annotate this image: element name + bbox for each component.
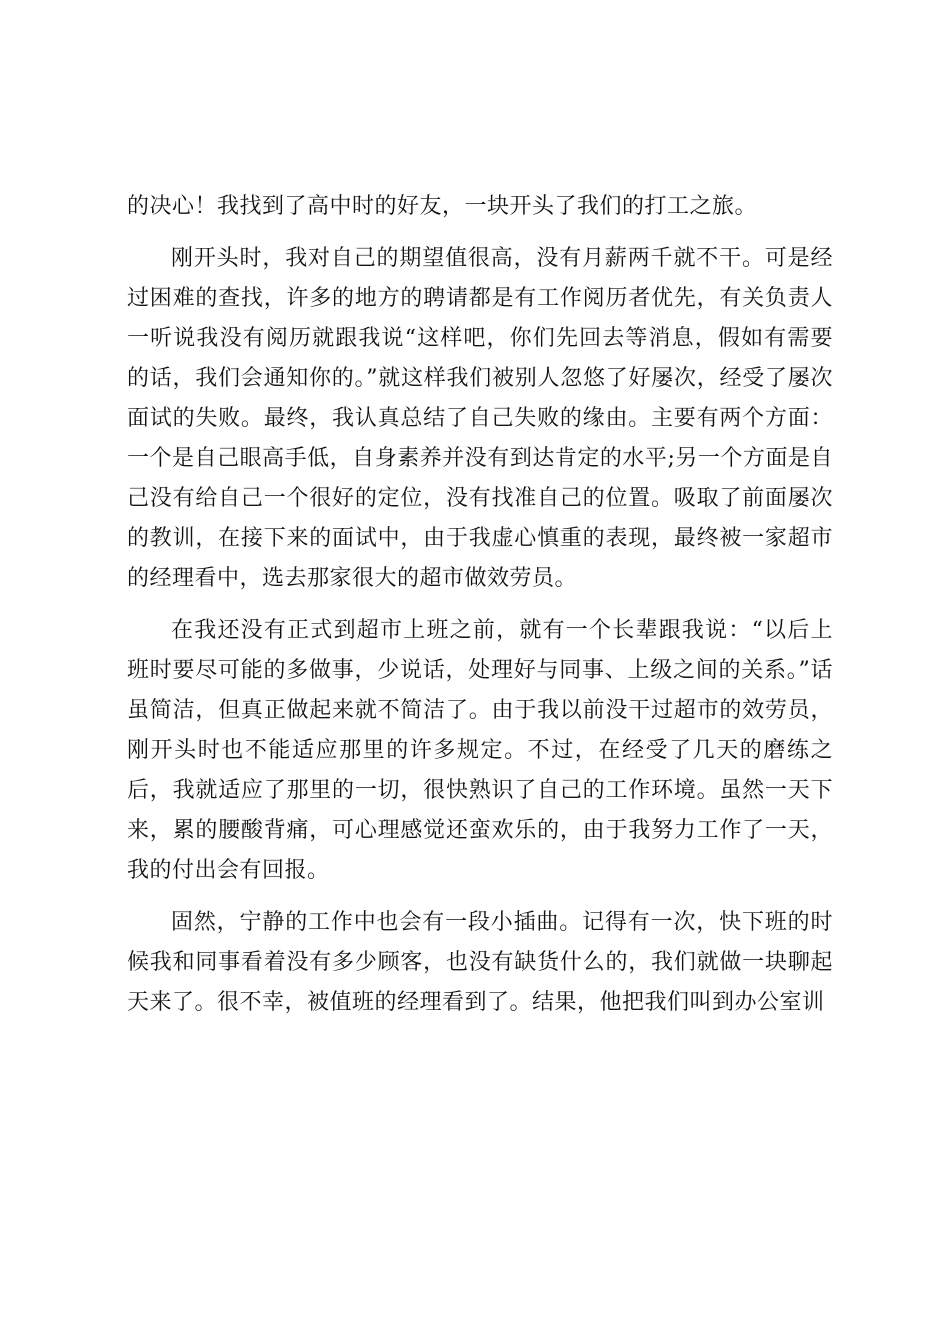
paragraph-1: 的决心！我找到了高中时的好友，一块开头了我们的打工之旅。 bbox=[127, 194, 758, 219]
paragraph-2: 刚开头时，我对自己的期望值很高，没有月薪两千就不干。可是经过困难的查找，许多的地方的聘请都是有工作阅历者优先，有关负责人一听说我没有阅历就跟我说“这样吧，你们先回去等消息，假如有需要的话，我们会通知你的。”就这样我们被别人忽悠了好屡次，经受了屡次面试的失败。最终，我认真总结了自己失败的缘由。主要有两个方面：一个是自己眼高手低，自身素养并没有到达肯定的水平;另一个方面是自己没有给自己一个很好的定位，没有找准自己的位置。吸取了前面屡次的教训，在接下来的面试中，由于我虚心慎重的表现，最终被一家超市的经理看中，选去那家很大的超市做效劳员。 bbox=[127, 246, 833, 591]
document-body bbox=[127, 187, 833, 1023]
paragraph-4: 固然，宁静的工作中也会有一段小插曲。记得有一次，快下班的时候我和同事看着没有多少顾客，也没有缺货什么的，我们就做一块聊起天来了。很不幸，被值班的经理看到了。结果，他把我们叫到办公室训 bbox=[127, 910, 833, 1015]
paragraph-3: 在我还没有正式到超市上班之前，就有一个长辈跟我说：“以后上班时要尽可能的多做事，少说话，处理好与同事、上级之间的关系。”话虽简洁，但真正做起来就不简洁了。由于我以前没干过超市的效劳员，刚开头时也不能适应那里的许多规定。不过，在经受了几天的磨练之后，我就适应了那里的一切，很快熟识了自己的工作环境。虽然一天下来，累的腰酸背痛，可心理感觉还蛮欢乐的，由于我努力工作了一天，我的付出会有回报。 bbox=[127, 618, 833, 883]
